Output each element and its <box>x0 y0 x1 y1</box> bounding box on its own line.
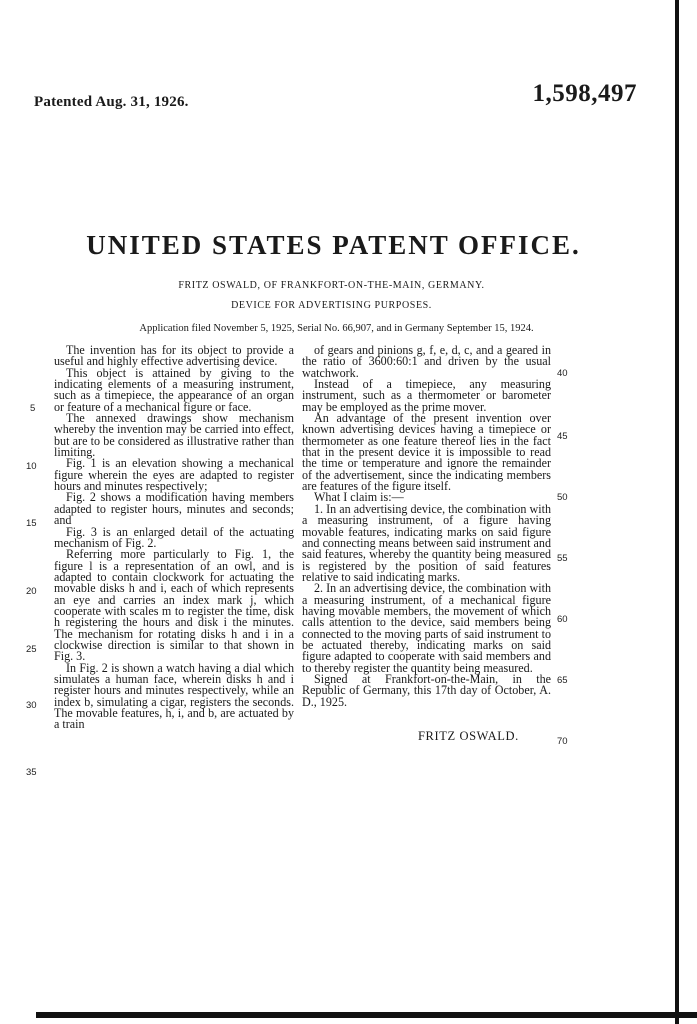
right-column <box>302 345 551 708</box>
paragraph: of gears and pinions g, f, e, d, c, and a geared in the ratio of 3600:60:1 and driven by the usual watchwork. <box>302 343 551 380</box>
signed-statement: Signed at Frankfort-on-the-Main, in the Republic of Germany, this 17th day of October, A. D., 1925. <box>302 671 551 709</box>
left-column <box>54 345 294 731</box>
line-number: 5 <box>30 403 36 414</box>
line-number: 45 <box>557 431 568 442</box>
scan-edge-right <box>675 0 679 1024</box>
paragraph: Fig. 3 is an enlarged detail of the actuating mechanism of Fig. 2. <box>54 524 294 550</box>
paragraph: In Fig. 2 is shown a watch having a dial which simulates a human face, wherein disks h and i register hours and minutes respectively, while an index b, simulating a cigar, registers the seconds. The movable features, h, i, and b, are actuated by a train <box>54 660 294 732</box>
claim-2: 2. In an advertising device, the combination with a measuring instrument, of a mechanical figure having movable members, the movement of which calls attention to the device, said members being connected to the moving parts of said instrument to be actuated thereby, indicating marks on said figure adapted to cooperate with said members and to thereby register the quantity being measured. <box>302 581 551 675</box>
line-number: 55 <box>557 553 568 564</box>
line-number: 65 <box>557 675 568 686</box>
line-number: 50 <box>557 492 568 503</box>
device-title: DEVICE FOR ADVERTISING PURPOSES. <box>231 300 432 311</box>
paragraph: Referring more particularly to Fig. 1, the figure l is a representation of an owl, and is adapted to contain clockwork for actuating the movable disks h and i, each of which represents an eye and carries an index mark j, which cooperate with scales m to register the time, disk h registering the hours and disk i the minutes. The mechanism for rotating disks h and i in a clockwise direction is similar to that shown in Fig. 3. <box>54 547 294 664</box>
line-number: 10 <box>26 461 37 472</box>
paragraph: Instead of a timepiece, any measuring instrument, such as a thermometer or barometer may be employed as the prime mover. <box>302 377 551 414</box>
signature: FRITZ OSWALD. <box>418 729 519 743</box>
line-number: 15 <box>26 518 37 529</box>
patent-number: 1,598,497 <box>532 80 637 107</box>
paragraph: An advantage of the present invention over known advertising devices having a timepiece or thermometer as one feature thereof lies in the fact that in the present device it is impossible to read the time or temperature and ignore the remainder of the advertisement, since the indicating members are features of the figure itself. <box>302 411 551 494</box>
application-line: Application filed November 5, 1925, Serial No. 66,907, and in Germany September 15, 1924. <box>139 323 534 334</box>
line-number: 60 <box>557 614 568 625</box>
line-number: 25 <box>26 644 37 655</box>
paragraph: Fig. 2 shows a modification having members adapted to register hours, minutes and seconds; and <box>54 490 294 528</box>
inventor-line: FRITZ OSWALD, OF FRANKFORT-ON-THE-MAIN, GERMANY. <box>178 280 485 291</box>
office-title: UNITED STATES PATENT OFFICE. <box>86 230 581 260</box>
line-number: 70 <box>557 736 568 747</box>
line-number: 20 <box>26 586 37 597</box>
patented-date: Patented Aug. 31, 1926. <box>34 94 189 110</box>
claim-1: 1. In an advertising device, the combination with a measuring instrument, of a figure having movable features, indicating marks on said figure and connecting means between said instrument and said features, whereby the quantity being measured is registered by the position of said features relative to said indicating marks. <box>302 501 551 584</box>
scan-edge-bottom <box>36 1012 697 1018</box>
paragraph: Fig. 1 is an elevation showing a mechanical figure wherein the eyes are adapted to register hours and minutes respectively; <box>54 456 294 494</box>
claims-heading: What I claim is:— <box>314 490 404 505</box>
line-number: 30 <box>26 700 37 711</box>
paragraph: This object is attained by giving to the indicating elements of a measuring instrument, such as a timepiece, the appearance of an organ or feature of a mechanical figure or face. <box>54 365 294 414</box>
line-number: 35 <box>26 767 37 778</box>
paragraph: The invention has for its object to provide a useful and highly effective advertising device. <box>54 343 294 369</box>
paragraph: The annexed drawings show mechanism whereby the invention may be carried into effect, but are to be considered as illustrative rather than limiting. <box>54 411 294 460</box>
line-number: 40 <box>557 368 568 379</box>
